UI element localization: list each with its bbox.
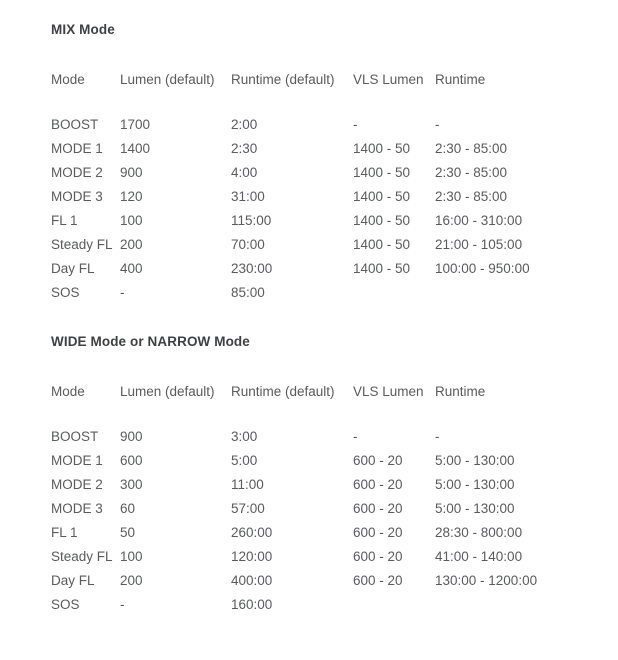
cell-lumen-default: - — [120, 597, 125, 612]
table-row — [0, 209, 618, 233]
table-row — [0, 113, 618, 137]
row-indent — [0, 257, 51, 281]
cell-runtime-default: 31:00 — [231, 189, 265, 204]
spacer-cell — [435, 404, 618, 425]
cell-lumen-default: 120 — [120, 189, 143, 204]
cell-mode: BOOST — [51, 117, 99, 132]
cell-lumen-default: 600 — [120, 453, 143, 468]
row-indent — [0, 113, 51, 137]
wide-narrow-mode-table — [0, 380, 618, 617]
cell-vls-lumen: 1400 - 50 — [353, 261, 411, 276]
cell-lumen-default: 60 — [120, 501, 136, 516]
cell-lumen-default: 1400 — [120, 141, 151, 156]
cell-lumen-default: 100 — [120, 549, 143, 564]
cell-vls-runtime: 2:30 - 85:00 — [435, 141, 508, 156]
column-header-runtime: Runtime — [435, 384, 486, 399]
cell-vls-lumen: 600 - 20 — [353, 501, 403, 516]
spacer-cell — [353, 404, 435, 425]
cell-runtime-default: 70:00 — [231, 237, 265, 252]
cell-runtime-default: 5:00 — [231, 453, 258, 468]
header-body-spacer — [0, 404, 618, 425]
table-row — [0, 521, 618, 545]
mix-mode-table — [0, 68, 618, 305]
table-row — [0, 233, 618, 257]
column-header-vls-lumen: VLS Lumen — [353, 384, 424, 399]
table-row — [0, 185, 618, 209]
spacer-cell — [0, 92, 51, 113]
spacer-cell — [231, 92, 353, 113]
cell-vls-lumen: 600 - 20 — [353, 453, 403, 468]
table-header-row — [0, 380, 618, 404]
column-header-mode: Mode — [51, 384, 85, 399]
row-indent — [0, 209, 51, 233]
cell-lumen-default: 100 — [120, 213, 143, 228]
cell-lumen-default: 900 — [120, 165, 143, 180]
table-row — [0, 449, 618, 473]
cell-vls-runtime: 41:00 - 140:00 — [435, 549, 523, 564]
cell-runtime-default: 85:00 — [231, 285, 265, 300]
spacer-cell — [231, 404, 353, 425]
cell-runtime-default: 2:00 — [231, 117, 258, 132]
cell-mode: MODE 3 — [51, 501, 103, 516]
cell-mode: Steady FL — [51, 237, 113, 252]
cell-runtime-default: 115:00 — [231, 213, 272, 228]
column-header-vls-lumen: VLS Lumen — [353, 72, 424, 87]
cell-runtime-default: 260:00 — [231, 525, 273, 540]
cell-mode: MODE 1 — [51, 453, 103, 468]
cell-vls-lumen: 600 - 20 — [353, 477, 403, 492]
header-body-spacer — [0, 92, 618, 113]
table-row — [0, 257, 618, 281]
cell-runtime-default: 2:30 — [231, 141, 258, 156]
cell-lumen-default: 200 — [120, 237, 143, 252]
table-row — [0, 161, 618, 185]
row-indent — [0, 281, 51, 305]
cell-mode: SOS — [51, 597, 80, 612]
row-indent — [0, 380, 51, 404]
cell-lumen-default: 900 — [120, 429, 143, 444]
cell-vls-runtime: 5:00 - 130:00 — [435, 501, 515, 516]
spacer-cell — [120, 92, 231, 113]
cell-mode: FL 1 — [51, 213, 78, 228]
cell-runtime-default: 160:00 — [231, 597, 273, 612]
column-header-mode: Mode — [51, 72, 85, 87]
cell-vls-lumen: - — [353, 429, 358, 444]
cell-vls-lumen: 1400 - 50 — [353, 165, 411, 180]
cell-vls-runtime: - — [435, 117, 440, 132]
row-indent — [0, 137, 51, 161]
cell-vls-runtime — [435, 593, 618, 617]
cell-vls-lumen: 600 - 20 — [353, 549, 403, 564]
cell-vls-runtime: 100:00 - 950:00 — [435, 261, 530, 276]
table-row — [0, 425, 618, 449]
spacer-cell — [0, 404, 51, 425]
row-indent — [0, 449, 51, 473]
spacer-cell — [353, 92, 435, 113]
wide-table-body — [0, 425, 618, 617]
row-indent — [0, 161, 51, 185]
cell-mode: Day FL — [51, 261, 95, 276]
cell-vls-runtime: 5:00 - 130:00 — [435, 477, 515, 492]
column-header-lumen-default: Lumen (default) — [120, 384, 215, 399]
mix-table-body — [0, 113, 618, 305]
row-indent — [0, 68, 51, 92]
wide-table-header — [0, 380, 618, 425]
spacer-cell — [51, 92, 120, 113]
cell-vls-lumen: 600 - 20 — [353, 573, 403, 588]
cell-vls-lumen: - — [353, 117, 358, 132]
cell-vls-runtime: 5:00 - 130:00 — [435, 453, 515, 468]
cell-vls-lumen: 1400 - 50 — [353, 141, 411, 156]
row-indent — [0, 593, 51, 617]
section-mix-mode — [0, 20, 618, 305]
cell-runtime-default: 57:00 — [231, 501, 265, 516]
section-title-wide-narrow: WIDE Mode or NARROW Mode — [51, 334, 250, 349]
column-header-lumen-default: Lumen (default) — [120, 72, 215, 87]
section-wide-narrow-mode — [0, 332, 618, 617]
spacer-cell — [120, 404, 231, 425]
row-indent — [0, 473, 51, 497]
table-header-row — [0, 68, 618, 92]
spacer-cell — [51, 404, 120, 425]
cell-vls-lumen: 1400 - 50 — [353, 189, 411, 204]
cell-vls-runtime — [435, 281, 618, 305]
cell-vls-runtime: 21:00 - 105:00 — [435, 237, 523, 252]
cell-lumen-default: 400 — [120, 261, 143, 276]
cell-runtime-default: 400:00 — [231, 573, 273, 588]
table-row — [0, 473, 618, 497]
table-row — [0, 497, 618, 521]
cell-lumen-default: 200 — [120, 573, 143, 588]
cell-vls-runtime: 16:00 - 310:00 — [435, 213, 523, 228]
cell-vls-runtime: 2:30 - 85:00 — [435, 165, 508, 180]
spacer-cell — [435, 92, 618, 113]
row-indent — [0, 521, 51, 545]
column-header-runtime: Runtime — [435, 72, 486, 87]
cell-runtime-default: 230:00 — [231, 261, 273, 276]
table-row — [0, 137, 618, 161]
cell-lumen-default: - — [120, 285, 125, 300]
cell-mode: MODE 3 — [51, 189, 103, 204]
cell-vls-runtime: 130:00 - 1200:00 — [435, 573, 538, 588]
cell-vls-lumen: 1400 - 50 — [353, 237, 411, 252]
table-row — [0, 569, 618, 593]
column-header-runtime-default: Runtime (default) — [231, 384, 335, 399]
mix-table-header — [0, 68, 618, 113]
cell-vls-runtime: - — [435, 429, 440, 444]
row-indent — [0, 233, 51, 257]
cell-mode: MODE 2 — [51, 165, 103, 180]
section-title-mix: MIX Mode — [51, 22, 115, 37]
cell-mode: MODE 1 — [51, 141, 103, 156]
cell-lumen-default: 1700 — [120, 117, 151, 132]
cell-mode: Day FL — [51, 573, 95, 588]
row-indent — [0, 425, 51, 449]
cell-runtime-default: 4:00 — [231, 165, 258, 180]
cell-vls-runtime: 28:30 - 800:00 — [435, 525, 523, 540]
row-indent — [0, 185, 51, 209]
table-row — [0, 593, 618, 617]
cell-mode: BOOST — [51, 429, 99, 444]
cell-vls-lumen — [353, 281, 435, 305]
row-indent — [0, 545, 51, 569]
column-header-runtime-default: Runtime (default) — [231, 72, 335, 87]
cell-mode: FL 1 — [51, 525, 78, 540]
cell-mode: SOS — [51, 285, 80, 300]
row-indent — [0, 497, 51, 521]
table-row — [0, 281, 618, 305]
cell-lumen-default: 50 — [120, 525, 136, 540]
cell-runtime-default: 3:00 — [231, 429, 258, 444]
cell-vls-lumen — [353, 593, 435, 617]
cell-runtime-default: 120:00 — [231, 549, 273, 564]
cell-runtime-default: 11:00 — [231, 477, 264, 492]
cell-vls-runtime: 2:30 - 85:00 — [435, 189, 508, 204]
cell-vls-lumen: 600 - 20 — [353, 525, 403, 540]
cell-mode: Steady FL — [51, 549, 113, 564]
cell-lumen-default: 300 — [120, 477, 143, 492]
row-indent — [0, 569, 51, 593]
cell-mode: MODE 2 — [51, 477, 103, 492]
cell-vls-lumen: 1400 - 50 — [353, 213, 411, 228]
table-row — [0, 545, 618, 569]
